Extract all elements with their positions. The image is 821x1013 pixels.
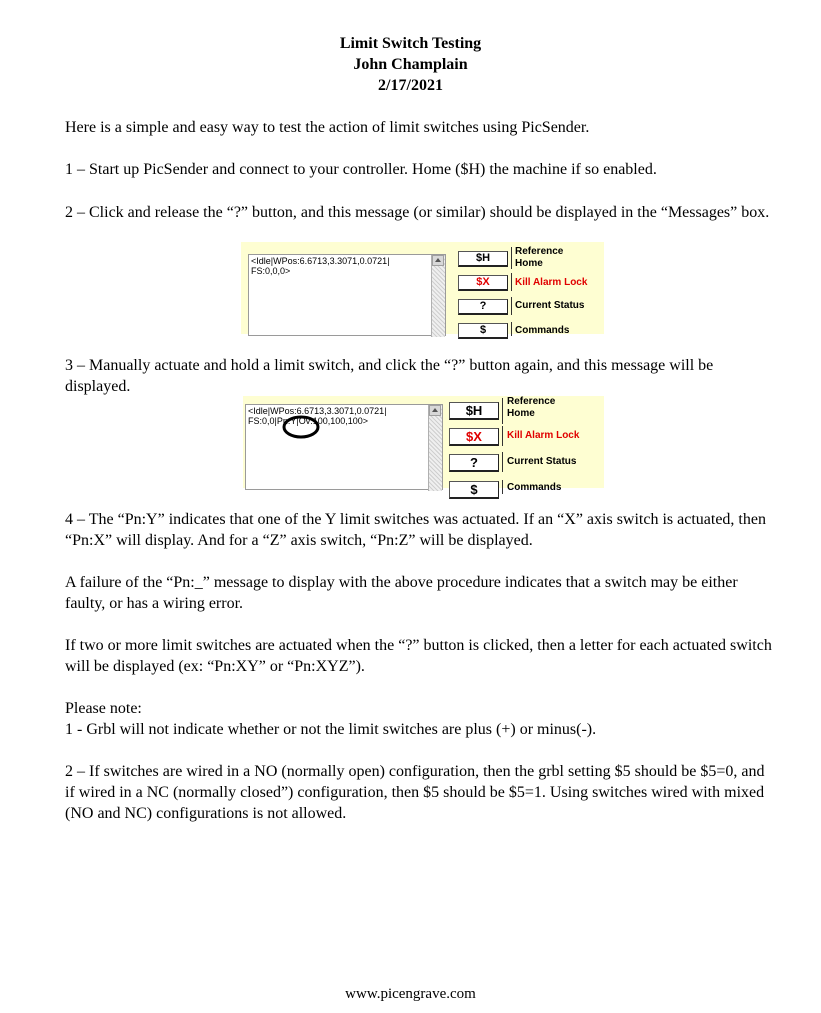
current-status-label: Current Status <box>515 300 585 311</box>
footer-website: www.picengrave.com <box>345 986 476 1002</box>
note-1: 1 - Grbl will not indicate whether or not the limit switches are plus (+) or minus(-). <box>65 721 597 738</box>
messages-scrollbar <box>431 255 445 337</box>
current-status-button: ? <box>449 454 499 472</box>
document-title: Limit Switch Testing <box>339 35 482 52</box>
failure-paragraph: A failure of the “Pn:_” message to display with the above procedure indicates that a switch may be either faulty, or has a wiring error. <box>65 574 738 612</box>
message-line-2: FS:0,0|Pn:Y|Ov:100,100,100> <box>248 416 369 426</box>
note-2: 2 – If switches are wired in a NO (normally open) configuration, then the grbl setting $5 should be $5=0, and if wired in a NC (normally closed”) configuration, then $5 should be $5=1. Using switches wired with mixed (NO and NC) configurations is not allowed. <box>65 763 765 822</box>
current-status-label: Current Status <box>507 456 577 467</box>
kill-alarm-lock-button: $X <box>458 275 508 291</box>
messages-scrollbar <box>428 405 442 491</box>
divider <box>502 398 503 424</box>
message-line-2: FS:0,0,0> <box>251 266 291 276</box>
commands-label: Commands <box>515 325 570 336</box>
document-header <box>0 33 821 96</box>
message-line-1: <Idle|WPos:6.6713,3.3071,0.0721| <box>251 256 390 266</box>
step4-paragraph: 4 – The “Pn:Y” indicates that one of the Y limit switches was actuated. If an “X” axis switch is actuated, then “Pn:X” will display. And for a “Z” axis switch, “Pn:Z” will be displayed. <box>65 511 766 549</box>
divider <box>502 480 503 494</box>
divider <box>511 297 512 315</box>
reference-home-label: Reference Home <box>507 396 556 419</box>
divider <box>511 273 512 291</box>
scroll-up-arrow-icon <box>432 255 444 266</box>
kill-alarm-lock-label: Kill Alarm Lock <box>515 277 588 288</box>
note-heading: Please note: <box>65 700 142 717</box>
message-line-1: <Idle|WPos:6.6713,3.3071,0.0721| <box>248 406 387 416</box>
scroll-up-arrow-icon <box>429 405 441 416</box>
document-author: John Champlain <box>353 56 468 73</box>
messages-box <box>248 254 446 336</box>
current-status-button: ? <box>458 299 508 315</box>
divider <box>502 426 503 446</box>
kill-alarm-lock-button: $X <box>449 428 499 446</box>
screenshot-status-limit-actuated <box>243 396 604 497</box>
commands-button: $ <box>449 481 499 499</box>
messages-box <box>245 404 443 490</box>
step1-paragraph: 1 – Start up PicSender and connect to your controller. Home ($H) the machine if so enabled. <box>65 161 657 178</box>
kill-alarm-lock-label: Kill Alarm Lock <box>507 430 580 441</box>
commands-button: $ <box>458 323 508 339</box>
intro-paragraph: Here is a simple and easy way to test the action of limit switches using PicSender. <box>65 119 590 136</box>
document-date: 2/17/2021 <box>378 77 443 94</box>
divider <box>511 247 512 269</box>
multiple-switches-paragraph: If two or more limit switches are actuated when the “?” button is clicked, then a letter for each actuated switch will be displayed (ex: “Pn:XY” or “Pn:XYZ”). <box>65 637 772 675</box>
reference-home-label: Reference Home <box>515 246 564 269</box>
divider <box>511 322 512 336</box>
step2-paragraph: 2 – Click and release the “?” button, and this message (or similar) should be displayed in the “Messages” box. <box>65 204 770 221</box>
commands-label: Commands <box>507 482 562 493</box>
reference-home-button: $H <box>449 402 499 420</box>
step3-paragraph: 3 – Manually actuate and hold a limit switch, and click the “?” button again, and this message will be displayed. <box>65 357 714 395</box>
reference-home-button: $H <box>458 251 508 267</box>
highlight-circle-icon <box>281 413 323 441</box>
divider <box>502 452 503 472</box>
screenshot-status-normal <box>241 242 604 334</box>
